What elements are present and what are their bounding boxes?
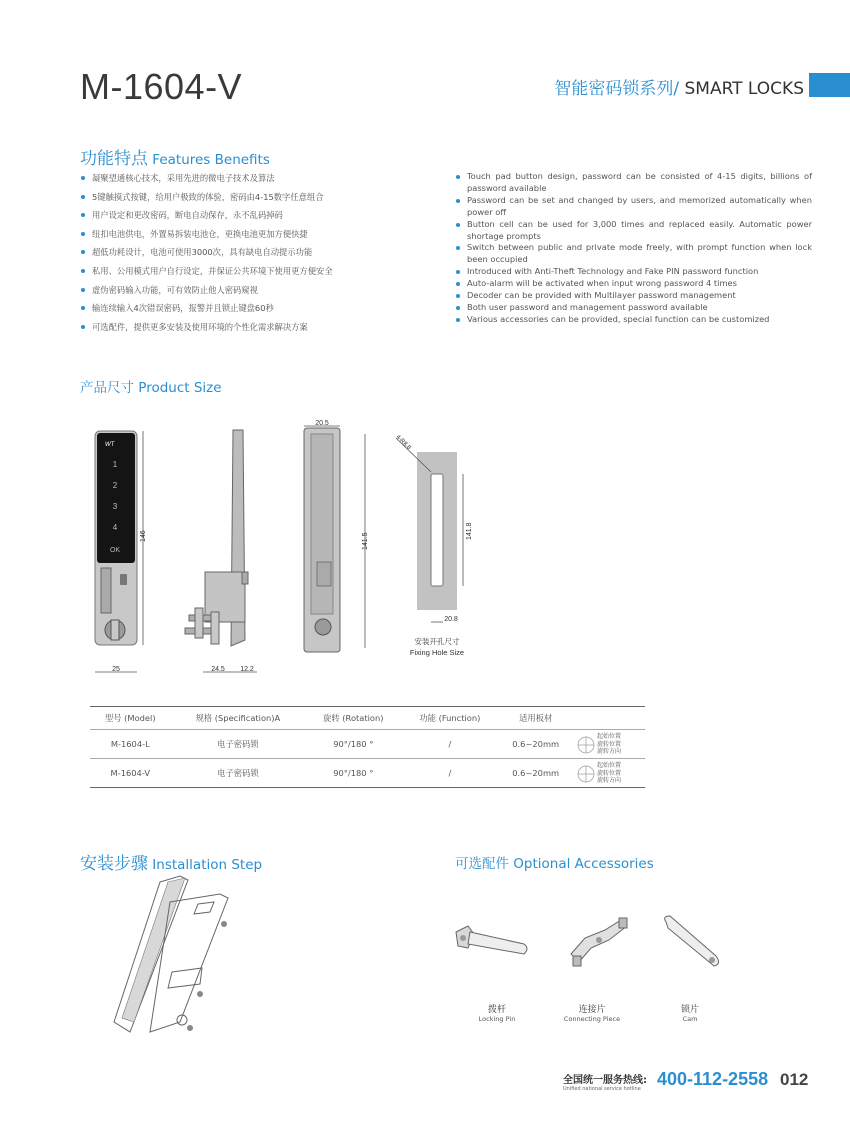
feature-item-zh: 超低功耗设计，电池可使用3000次，具有缺电自动提示功能 [80, 246, 420, 265]
hotline-label [563, 1071, 647, 1092]
accessory-label-zh: 拨杆 [487, 1005, 506, 1015]
cell-model: M-1604-L [90, 730, 171, 759]
legend-rotated: 旋转位置 [597, 769, 622, 777]
dim-height: 146 [140, 530, 147, 542]
product-size-heading-text: 产品尺寸 Product Size [80, 380, 222, 396]
dim-back-width: 20.5 [315, 420, 329, 427]
feature-item-zh: 5键触摸式按键，给用户极致的体验，密码由4-15数字任意组合 [80, 191, 420, 210]
feature-item-en: Button cell can be used for 3,000 times and replaced easily. Automatic power shortage prompts [455, 219, 812, 243]
feature-item-zh: 输连续输入4次错误密码，报警并且锁止键盘60秒 [80, 302, 420, 321]
accessory-label-en: Connecting Piece [563, 1015, 621, 1023]
connecting-piece-icon [565, 912, 635, 972]
features-heading-zh: 功能特点 [80, 149, 148, 169]
col-model: 型号 (Model) [90, 707, 171, 730]
cell-spec: 电子密码锁 [171, 759, 306, 788]
rotation-diagram-icon [575, 761, 599, 787]
cell-function: / [401, 759, 498, 788]
feature-item-en: Decoder can be provided with Multilayer password management [455, 290, 812, 302]
dim-depth-a: 24.5 [211, 666, 225, 673]
accessory-connecting-piece [547, 1002, 637, 1023]
cell-model: M-1604-V [90, 759, 171, 788]
table-row [90, 730, 645, 759]
col-spec: 规格 (Specification)A [171, 707, 306, 730]
feature-item-en: Various accessories can be provided, special function can be customized [455, 314, 812, 326]
col-rotation: 旋转 (Rotation) [305, 707, 401, 730]
hole-label-zh: 安装开孔尺寸 [414, 637, 460, 646]
feature-item-en: Password can be set and changed by users, and memorized automatically when power off [455, 195, 812, 219]
accessory-label-zh: 锁片 [680, 1005, 699, 1015]
feature-item-en: Touch pad button design, password can be consisted of 4-15 digits, billions of password available [455, 171, 812, 195]
legend-direction: 旋转方向 [597, 748, 622, 755]
hole-label-en: Fixing Hole Size [409, 648, 465, 657]
col-panel: 适用板材 [498, 707, 573, 730]
accessory-label-zh: 连接片 [578, 1005, 606, 1015]
col-function: 功能 (Function) [401, 707, 498, 730]
feature-item-zh: 纽扣电池供电，外置易拆装电池仓，更换电池更加方便快捷 [80, 228, 420, 247]
hotline-number: 400-112-2558 [657, 1069, 769, 1089]
key-1: 1 [112, 460, 118, 469]
feature-item-en: Auto-alarm will be activated when input wrong password 4 times [455, 278, 812, 290]
legend-direction: 旋转方向 [597, 777, 622, 784]
features-heading-en: Features Benefits [148, 152, 270, 168]
rotation-diagram-icon [575, 732, 599, 758]
dim-width: 25 [112, 666, 120, 673]
side-view-drawing [185, 430, 257, 673]
features-heading [80, 144, 270, 169]
dim-corner-radius: 4-R8.8 [394, 434, 412, 452]
accessory-locking-pin [452, 1002, 542, 1023]
installation-illustration [110, 872, 250, 1042]
feature-item-zh: 私用、公用模式用户自行设定，并保证公共环境下使用更方便安全 [80, 265, 420, 284]
cell-rotation-diagram [573, 730, 645, 759]
cell-panel: 0.6~20mm [498, 730, 573, 759]
key-3: 3 [112, 502, 118, 511]
dim-back-height: 141.5 [362, 532, 369, 550]
feature-item-zh: 可选配件，提供更多安装及使用环境的个性化需求解决方案 [80, 321, 420, 340]
feature-item-en: Introduced with Anti-Theft Technology and Fake PIN password function [455, 266, 812, 278]
cell-rotation: 90°/180 ° [305, 730, 401, 759]
cell-rotation: 90°/180 ° [305, 759, 401, 788]
features-list-en [455, 171, 812, 326]
table-row [90, 759, 645, 788]
hotline-label-zh: 全国统一服务热线: [563, 1075, 647, 1086]
back-view-drawing [304, 420, 369, 652]
legend-start: 起始位置 [597, 733, 622, 740]
installation-heading-en: Installation Step [148, 857, 263, 873]
accessory-label-en: Cam [682, 1015, 698, 1023]
page-number: 012 [780, 1070, 809, 1089]
feature-item-en: Both user password and management password available [455, 302, 812, 314]
cell-function: / [401, 730, 498, 759]
accessory-cam [645, 1002, 735, 1023]
hotline-label-en: Unified national service hotline [563, 1086, 641, 1092]
feature-item-en: Switch between public and private mode freely, with prompt function when lock been occupied [455, 242, 812, 266]
cam-icon [660, 912, 730, 972]
feature-item-zh: 凝聚望通核心技术，采用先进的微电子技术及算法 [80, 172, 420, 191]
series-title [554, 74, 804, 99]
front-view-drawing [95, 431, 147, 673]
fixing-hole-drawing [395, 434, 473, 657]
cell-rotation-diagram [573, 759, 645, 788]
key-2: 2 [112, 481, 118, 490]
dimension-drawings [85, 410, 485, 680]
dim-hole-height: 141.8 [466, 522, 473, 540]
installation-heading-zh: 安装步骤 [80, 854, 148, 874]
feature-item-zh: 虚伪密码输入功能，可有效防止他人密码窥视 [80, 284, 420, 303]
cell-panel: 0.6~20mm [498, 759, 573, 788]
series-title-en: SMART LOCKS [679, 79, 804, 99]
accessories-heading-en: Optional Accessories [509, 856, 654, 872]
locking-pin-icon [452, 918, 532, 968]
product-size-heading [80, 376, 222, 396]
page-title: M-1604-V [80, 66, 243, 107]
legend-rotated: 旋转位置 [597, 740, 622, 748]
installation-heading [80, 849, 262, 874]
dim-hole-width: 20.8 [444, 616, 458, 623]
rotation-legend [597, 733, 621, 756]
accessories-heading [455, 852, 654, 872]
dim-depth-b: 12.2 [240, 666, 254, 673]
accessory-label-en: Locking Pin [478, 1015, 516, 1023]
series-title-zh: 智能密码锁系列/ [554, 79, 680, 99]
key-4: 4 [112, 523, 118, 532]
feature-item-zh: 用户设定和更改密码，断电自动保存，永不乱码掉码 [80, 209, 420, 228]
spec-table [90, 706, 645, 788]
rotation-legend [597, 762, 621, 785]
accessories-heading-zh: 可选配件 [455, 856, 509, 872]
series-accent-bar [809, 73, 850, 97]
features-list-zh [80, 172, 420, 339]
key-ok: OK [109, 547, 121, 554]
legend-start: 起始位置 [597, 762, 622, 769]
keypad-logo: WT [105, 442, 115, 448]
cell-spec: 电子密码锁 [171, 730, 306, 759]
col-rotation-diagram [573, 707, 645, 730]
table-header-row [90, 707, 645, 730]
